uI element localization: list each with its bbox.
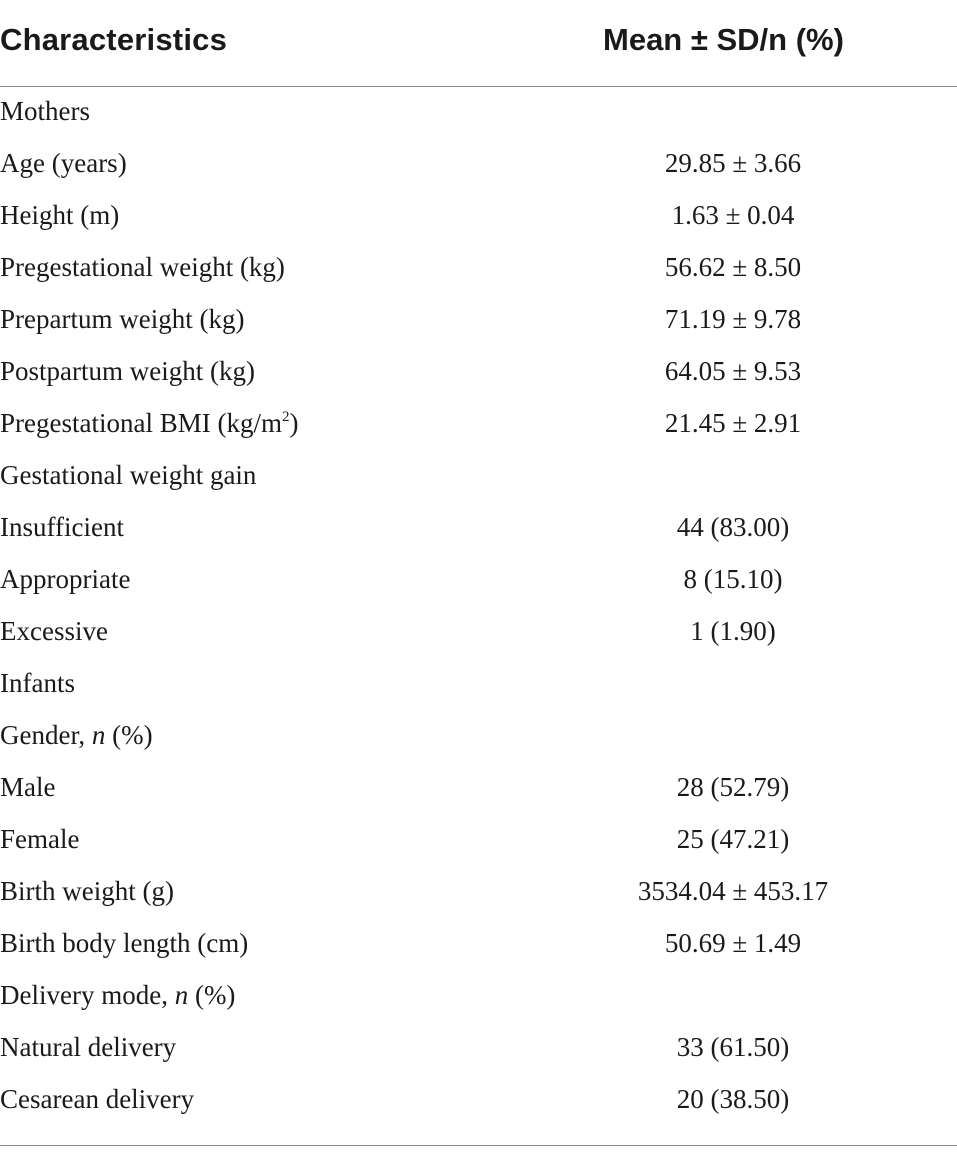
table-row <box>0 814 957 866</box>
header-characteristics: Characteristics <box>0 22 228 57</box>
table-body <box>0 86 957 1126</box>
row-label: Birth weight (g) <box>0 876 174 906</box>
row-label <box>0 980 235 1011</box>
row-value: 50.69 ± 1.49 <box>664 928 802 958</box>
superscript: 2 <box>281 409 290 425</box>
table-row <box>0 190 957 242</box>
table-row <box>0 502 957 554</box>
table-row <box>0 450 957 502</box>
row-label: Height (m) <box>0 200 120 230</box>
row-label: Mothers <box>0 96 90 126</box>
row-label-text: Delivery mode, <box>0 980 175 1010</box>
table-row <box>0 710 957 762</box>
table-row <box>0 86 957 138</box>
row-label: Birth body length (cm) <box>0 928 249 958</box>
row-label: Natural delivery <box>0 1032 177 1062</box>
row-label: Insufficient <box>0 512 124 542</box>
row-label-suffix: ) <box>289 408 299 438</box>
table-bottom-rule <box>0 1145 957 1146</box>
row-value: 1 (1.90) <box>690 616 776 646</box>
row-label: Cesarean delivery <box>0 1084 195 1114</box>
row-label-suffix: (%) <box>105 720 153 750</box>
italic-n: n <box>174 980 189 1010</box>
row-label <box>0 720 153 751</box>
table-row <box>0 606 957 658</box>
row-label: Infants <box>0 668 75 698</box>
table-row <box>0 762 957 814</box>
row-label: Female <box>0 824 80 854</box>
row-value: 8 (15.10) <box>683 564 783 594</box>
row-value: 25 (47.21) <box>676 824 790 854</box>
table-row <box>0 1074 957 1126</box>
row-label: Gestational weight gain <box>0 460 257 490</box>
row-label <box>0 408 298 439</box>
row-value: 44 (83.00) <box>676 512 790 542</box>
row-label: Excessive <box>0 616 108 646</box>
row-value: 28 (52.79) <box>676 772 790 802</box>
row-value: 71.19 ± 9.78 <box>664 304 802 334</box>
table-row <box>0 918 957 970</box>
table-row <box>0 398 957 450</box>
row-label-text: Gender, <box>0 720 92 750</box>
row-value: 20 (38.50) <box>676 1084 790 1114</box>
row-label-suffix: (%) <box>188 980 236 1010</box>
table-row <box>0 294 957 346</box>
row-label: Prepartum weight (kg) <box>0 304 245 334</box>
italic-n: n <box>91 720 106 750</box>
row-label-text: Pregestational BMI (kg/m <box>0 408 282 438</box>
row-value: 56.62 ± 8.50 <box>664 252 802 282</box>
table-header <box>0 0 957 87</box>
table-row <box>0 866 957 918</box>
row-label: Male <box>0 772 56 802</box>
table-row <box>0 242 957 294</box>
row-label: Appropriate <box>0 564 131 594</box>
row-value: 21.45 ± 2.91 <box>664 408 802 438</box>
row-value: 3534.04 ± 453.17 <box>637 876 829 906</box>
row-label: Age (years) <box>0 148 127 178</box>
row-label: Pregestational weight (kg) <box>0 252 285 282</box>
table-row <box>0 554 957 606</box>
table-row <box>0 658 957 710</box>
table-row <box>0 346 957 398</box>
row-value: 29.85 ± 3.66 <box>664 148 802 178</box>
row-value: 1.63 ± 0.04 <box>671 200 795 230</box>
table-row <box>0 1022 957 1074</box>
row-value: 33 (61.50) <box>676 1032 790 1062</box>
table-row <box>0 138 957 190</box>
row-value: 64.05 ± 9.53 <box>664 356 802 386</box>
row-label: Postpartum weight (kg) <box>0 356 255 386</box>
header-value: Mean ± SD/n (%) <box>603 22 844 57</box>
table-row <box>0 970 957 1022</box>
